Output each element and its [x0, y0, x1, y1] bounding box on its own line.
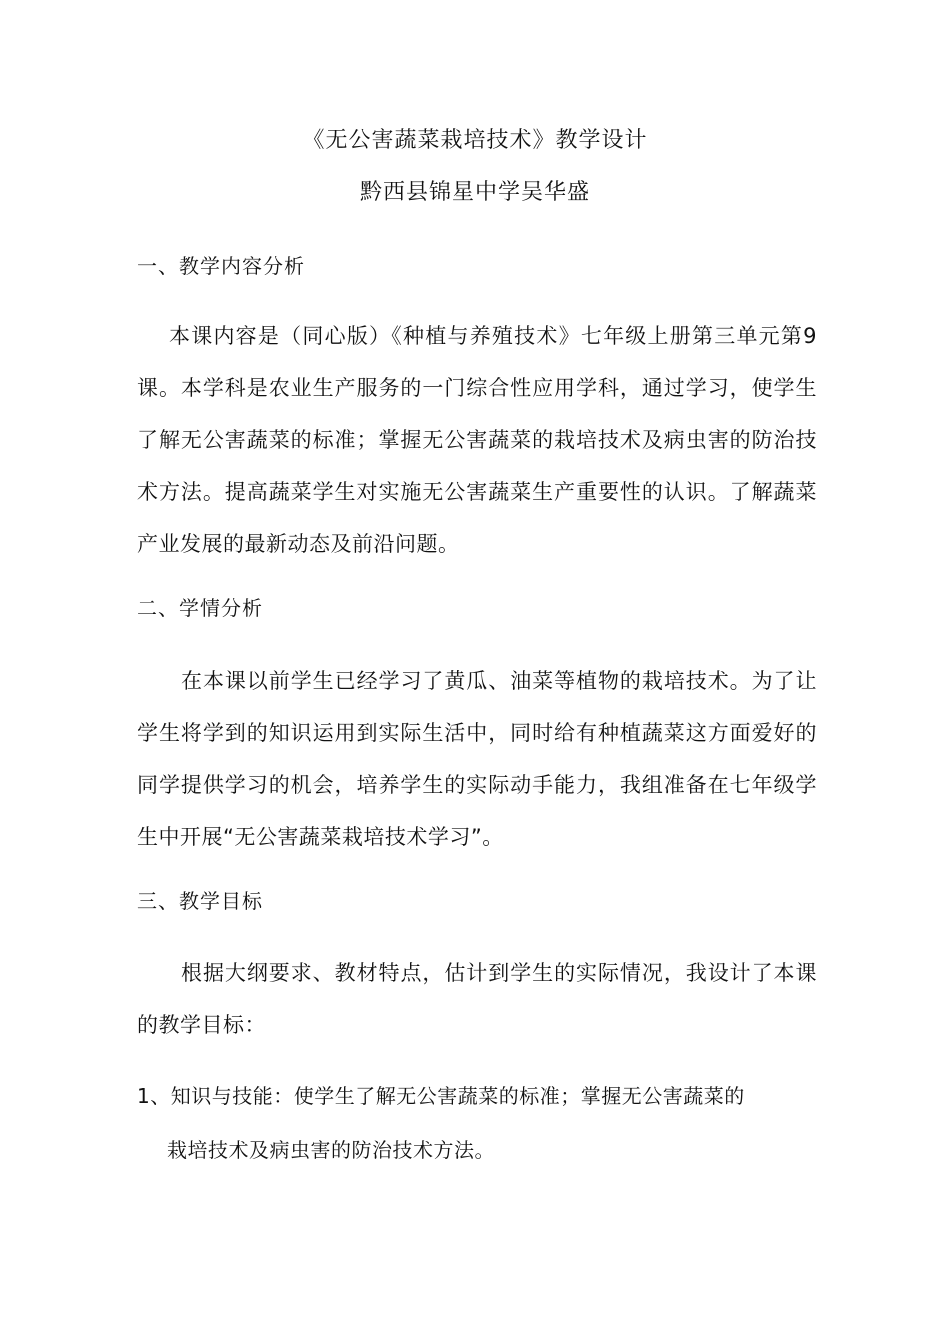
goal-list-item-line2: 栽培技术及病虫害的防治技术方法。 [167, 1138, 495, 1162]
paragraph-text: 本课内容是（同心版）《种植与养殖技术》七年级上册第三单元第9课。本学科是农业生产服务的一门综合性应用学科，通过学习，使学生了解无公害蔬菜的标准；掌握无公害蔬菜的栽培技术及病虫害的防治技术方法。提高蔬菜学生对实施无公害蔬菜生产重要性的认识。了解蔬菜产业发展的最新动态及前沿问题。 [137, 324, 817, 556]
document-title: 《无公害蔬菜栽培技术》教学设计 [302, 128, 648, 153]
section-heading-learner-analysis: 二、学情分析 [137, 596, 263, 620]
paragraph-text: 根据大纲要求、教材特点，估计到学生的实际情况，我设计了本课的教学目标： [137, 961, 817, 1037]
goal-list-item-line1: 1、知识与技能：使学生了解无公害蔬菜的标准；掌握无公害蔬菜的 [137, 1084, 745, 1108]
section-heading-teaching-goals: 三、教学目标 [137, 889, 263, 913]
author-line: 黔西县锦星中学吴华盛 [359, 180, 590, 205]
goal-list-item-1 [137, 1069, 817, 1177]
paragraph-text: 在本课以前学生已经学习了黄瓜、油菜等植物的栽培技术。为了让学生将学到的知识运用到实际生活中，同时给有种植蔬菜这方面爱好的同学提供学习的机会，培养学生的实际动手能力，我组准备在七年级学生中开展“无公害蔬菜栽培技术学习”。 [137, 669, 817, 849]
section-heading-content-analysis: 一、教学内容分析 [137, 254, 305, 278]
section-paragraph-learner-analysis [137, 655, 817, 863]
section-paragraph-teaching-goals [137, 947, 817, 1051]
section-paragraph-content-analysis [137, 310, 817, 570]
